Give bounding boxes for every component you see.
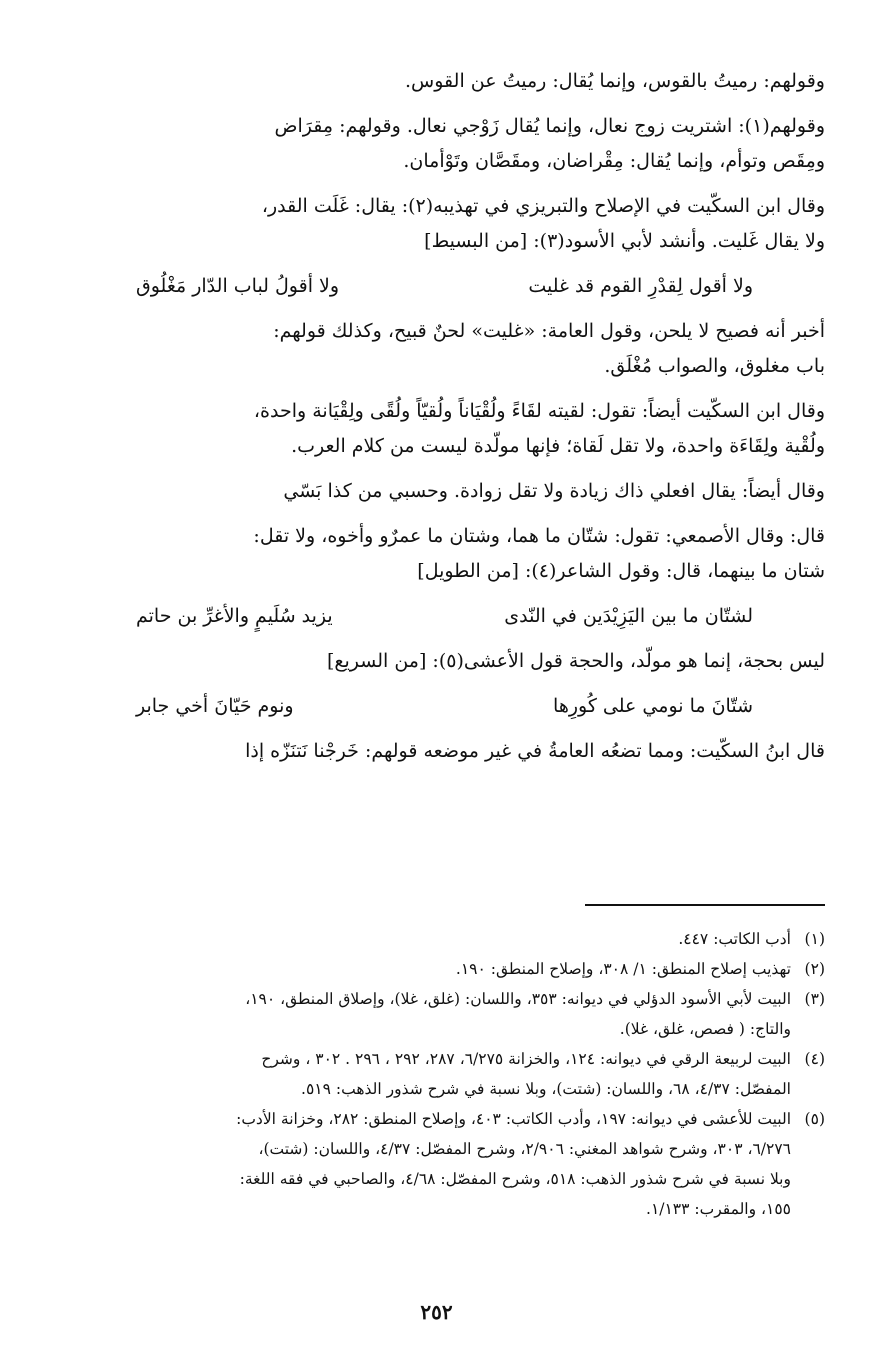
verse-second-hemistich: يزيد سُلَيمٍ والأغرِّ بن حاتم: [136, 605, 333, 627]
text-line: وقال أيضاً: يقال افعلي ذاك زيادة ولا تقل زوادة. وحسبي من كذا بَسّي: [283, 480, 825, 502]
paragraph-2: [48, 109, 825, 179]
paragraph-3: [48, 189, 825, 259]
book-page: [48, 64, 825, 1324]
paragraph-4: [48, 314, 825, 384]
paragraph-1: [48, 64, 825, 99]
paragraph-5: [48, 394, 825, 464]
footnote-number: (١): [804, 930, 825, 948]
verse-second-hemistich: ونوم حَيّانَ أخي جابر: [136, 695, 294, 717]
footnote-text: [48, 1044, 791, 1104]
footnote-line: البيت لأبي الأسود الدؤلي في ديوانه: ٣٥٣، واللسان: (غلق، غلا)، وإصلاق المنطق، ١٩٠،: [245, 990, 791, 1008]
footnote-line: البيت للأعشى في ديوانه: ١٩٧، وأدب الكاتب: ٤٠٣، وإصلاح المنطق: ٢٨٢، وخزانة الأدب:: [236, 1110, 791, 1128]
paragraph-8: [48, 644, 825, 679]
footnote-line: والتاج: ( فصص، غلق، غلا).: [619, 1020, 791, 1038]
footnote-1: [48, 924, 825, 954]
verse-first-hemistich: لشتّان ما بين اليَزِيْدَين في النّدى: [504, 605, 753, 627]
footnote-number: (٤): [804, 1050, 825, 1068]
poem-verse-2: [48, 599, 825, 634]
text-line: وقولهم: رميتُ بالقوس، وإنما يُقال: رميتُ عن القوس.: [405, 70, 825, 92]
footnote-line: ٦/٢٧٦، ٣٠٣، وشرح شواهد المغني: ٢/٩٠٦، وشرح المفصّل: ٤/٣٧، واللسان: (شتت)،: [258, 1140, 791, 1158]
footnote-number: (٣): [804, 990, 825, 1008]
footnotes-section: [48, 924, 825, 1224]
footnote-line: وبلا نسبة في شرح شذور الذهب: ٥١٨، وشرح المفصّل: ٤/٦٨، والصاحبي في فقه اللغة:: [239, 1170, 791, 1188]
poem-verse-1: [48, 269, 825, 304]
footnote-line: ١٥٥، والمقرب: ١/١٣٣.: [646, 1200, 791, 1218]
paragraph-7: [48, 519, 825, 589]
verse-first-hemistich: ولا أقول لِقدْرِ القوم قد غليت: [528, 275, 753, 297]
text-line: ولُقْية ولِقَاءَة واحدة، ولا تقل لَقاة؛ فإنها مولّدة ليست من كلام العرب.: [291, 435, 825, 457]
text-line: وقال ابن السكّيت في الإصلاح والتبريزي في تهذيبه(٢): يقال: غَلَت القدر،: [261, 195, 825, 217]
footnote-text: [48, 984, 791, 1044]
verse-first-hemistich: شتّانَ ما نومي على كُورِها: [553, 695, 753, 717]
text-line: وقولهم(١): اشتريت زوج نعال، وإنما يُقال زَوْجي نعال. وقولهم: مِقرَاض: [274, 115, 825, 137]
text-line: وقال ابن السكّيت أيضاً: تقول: لقيته لقَاءً ولُقْيَاناً ولُقيّاً ولُقًى ولِقْيَانة واحدة،: [253, 400, 825, 422]
footnote-line: البيت لربيعة الرقي في ديوانه: ١٢٤، والخزانة ٦/٢٧٥، ٢٨٧، ٢٩٢ ، ٢٩٦ . ٣٠٢ ، وشرح: [261, 1050, 791, 1068]
paragraph-9: [48, 734, 825, 769]
page-number: ٢٥٢: [420, 1300, 453, 1324]
text-line: ولا يقال غَليت. وأنشد لأبي الأسود(٣): [من البسيط]: [424, 230, 825, 252]
text-line: ومِقَص وتوأم، وإنما يُقال: مِقْراضان، ومقَصَّان وتَوْأمان.: [403, 150, 825, 172]
footnote-number: (٥): [804, 1110, 825, 1128]
footnote-line: تهذيب إصلاح المنطق: ١/ ٣٠٨، وإصلاح المنطق: ١٩٠.: [455, 960, 791, 978]
footnote-divider: [585, 904, 825, 906]
text-line: قال: وقال الأصمعي: تقول: شتّان ما هما، وشتان ما عمرٌو وأخوه، ولا تقل:: [253, 525, 825, 547]
footnote-text: [48, 1104, 791, 1224]
footnote-3: [48, 984, 825, 1044]
footnote-line: أدب الكاتب: ٤٤٧.: [678, 930, 791, 948]
footnote-text: [48, 924, 791, 954]
text-line: شتان ما بينهما، قال: وقول الشاعر(٤): [من الطويل]: [417, 560, 825, 582]
text-line: أخبر أنه فصيح لا يلحن، وقول العامة: «غليت» لحنٌ قبيح، وكذلك قولهم:: [273, 320, 825, 342]
text-line: ليس بحجة، إنما هو مولّد، والحجة قول الأعشى(٥): [من السريع]: [326, 650, 825, 672]
footnote-2: [48, 954, 825, 984]
text-line: قال ابنُ السكّيت: ومما تضعُه العامةُ في غير موضعه قولهم: خَرجْنا نَتنَزّه إذا: [245, 740, 825, 762]
footnote-5: [48, 1104, 825, 1224]
footnote-number: (٢): [804, 960, 825, 978]
text-line: باب مغلوق، والصواب مُغْلَق.: [604, 355, 825, 377]
verse-second-hemistich: ولا أقولُ لباب الدّار مَغْلُوق: [136, 275, 340, 297]
footnote-line: المفصّل: ٤/٣٧، ٦٨، واللسان: (شتت)، وبلا نسبة في شرح شذور الذهب: ٥١٩.: [301, 1080, 791, 1098]
main-text: [48, 64, 825, 769]
paragraph-6: [48, 474, 825, 509]
footnote-text: [48, 954, 791, 984]
poem-verse-3: [48, 689, 825, 724]
footnote-4: [48, 1044, 825, 1104]
